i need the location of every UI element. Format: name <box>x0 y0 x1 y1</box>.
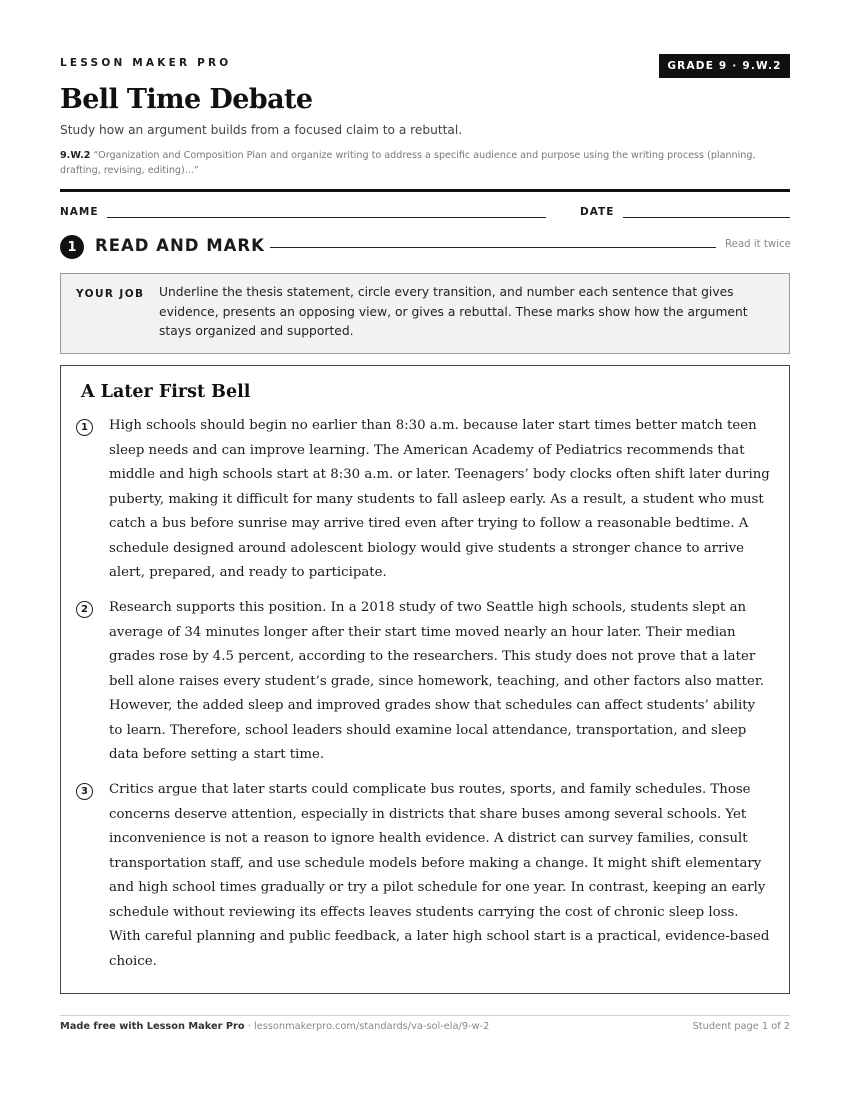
footer-url[interactable]: · lessonmakerpro.com/standards/va-sol-ela/9-w-2 <box>244 1021 490 1032</box>
paragraph-1: High schools should begin no earlier than 8:30 a.m. because later start times better match teen sleep needs and can improve learning. The American Academy of Pediatrics recommends that middle and high schools start at 8:30 a.m. or later. Teenagers’ body clocks often shift later during puberty, making it difficult for many students to fall asleep early. As a result, a student who must catch a bus before sunrise may arrive tired even after trying to follow a reasonable bedtime. A schedule designed around adolescent biology would give students a stronger chance to arrive alert, prepared, and ready to participate. <box>109 418 770 580</box>
section-number-badge: 1 <box>60 235 84 259</box>
paragraph-3: Critics argue that later starts could complicate bus routes, sports, and family schedules. Those concerns deserve attention, especially in districts that share buses among several schools. Yet inconvenience is not a reason to ignore health evidence. A district can survey families, consult transportation staff, and use schedule models before making a change. It might shift elementary and high school times gradually or try a pilot schedule for one year. In contrast, keeping an early schedule without reviewing its effects leaves students carrying the cost of chronic sleep loss. With careful planning and public feedback, a later high school start is a practical, evidence-based choice. <box>109 782 770 969</box>
footer-page-number: Student page 1 of 2 <box>692 1021 790 1032</box>
name-field[interactable] <box>107 217 546 218</box>
footer-divider <box>60 1015 790 1016</box>
section-divider <box>270 247 716 248</box>
date-field[interactable] <box>623 217 790 218</box>
reading-passage <box>60 365 790 994</box>
standard-text: “Organization and Composition Plan and organize writing to address a specific audience and purpose using the writing process (planning, drafting, revising, editing)...” <box>60 150 756 176</box>
paragraph-number-2: 2 <box>76 601 93 618</box>
footer-made-with: Made free with Lesson Maker Pro <box>60 1021 245 1032</box>
page-subtitle: Study how an argument builds from a focused claim to a rebuttal. <box>60 123 463 137</box>
standard-reference <box>60 148 790 178</box>
instructions-label: YOUR JOB <box>76 288 145 300</box>
name-label: NAME <box>60 206 99 218</box>
instructions-text: Underline the thesis statement, circle every transition, and number each sentence that gives evidence, presents an opposing view, or gives a rebuttal. These marks show how the argument stays organized and supported. <box>159 285 748 338</box>
paragraph-2: Research supports this position. In a 2018 study of two Seattle high schools, students slept an average of 34 minutes longer after their start time moved nearly an hour later. Their median grades rose by 4.5 percent, according to the researchers. This study does not prove that a later bell alone raises every student’s grade, since homework, teaching, and other factors also matter. However, the added sleep and improved grades show that schedules can affect students’ ability to learn. Therefore, school leaders should examine local attendance, transportation, and sleep data before setting a start time. <box>109 600 765 762</box>
date-label: DATE <box>580 206 615 218</box>
page-title: Bell Time Debate <box>60 84 313 115</box>
paragraph-number-1: 1 <box>76 419 93 436</box>
section-title: READ AND MARK <box>95 236 265 255</box>
grade-badge: GRADE 9 · 9.W.2 <box>659 54 790 78</box>
passage-title: A Later First Bell <box>81 382 251 402</box>
header-divider <box>60 189 790 192</box>
section-hint: Read it twice <box>725 239 791 250</box>
paragraph-number-3: 3 <box>76 783 93 800</box>
standard-code: 9.W.2 <box>60 150 91 161</box>
brand-name: LESSON MAKER PRO <box>60 57 232 69</box>
footer-credit <box>60 1021 489 1032</box>
instructions-box <box>60 273 790 354</box>
